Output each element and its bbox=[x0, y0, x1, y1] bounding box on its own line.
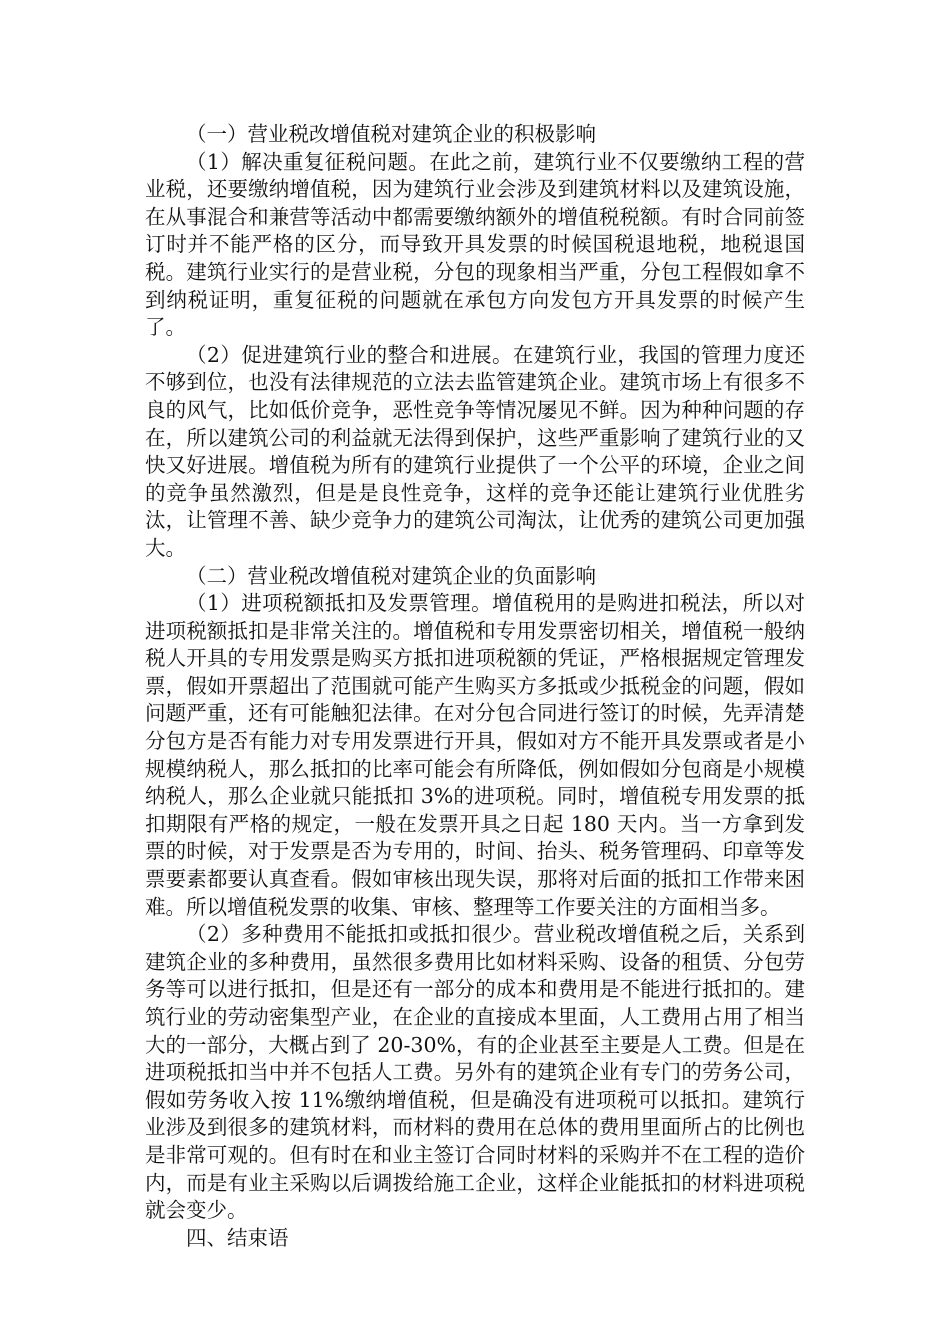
paragraph-double-taxation: （1）解决重复征税问题。在此之前，建筑行业不仅要缴纳工程的营业税，还要缴纳增值税，因为建筑行业会涉及到建筑材料以及建筑设施，在从事混合和兼营等活动中都需要缴纳额外的增值税税额。有时合同前签订时并不能严格的区分，而导致开具发票的时候国税退地税，地税退国税。建筑行业实行的是营业税，分包的现象相当严重，分包工程假如拿不到纳税证明，重复征税的问题就在承包方向发包方开具发票的时候产生了。 bbox=[145, 149, 805, 340]
section-heading-positive-impact: （一）营业税改增值税对建筑企业的积极影响 bbox=[186, 122, 596, 146]
section-heading-conclusion: 四、结束语 bbox=[186, 1225, 289, 1250]
paragraph-non-deductible-costs: （2）多种费用不能抵扣或抵扣很少。营业税改增值税之后，关系到建筑企业的多种费用，虽然很多费用比如材料采购、设备的租赁、分包劳务等可以进行抵扣，但是还有一部分的成本和费用是不能进行抵扣的。建筑行业的劳动密集型产业，在企业的直接成本里面，人工费用占用了相当大的一部分，大概占到了 20-30%，有的企业甚至主要是人工费。但是在进项税抵扣当中并不包括人工费。另外有的建筑企业有专门的劳务公司，假如劳务收入按 11%缴纳增值税，但是确没有进项税可以抵扣。建筑行业涉及到很多的建筑材料，而材料的费用在总体的费用里面所占的比例也是非常可观的。但有时在和业主签订合同时材料的采购并不在工程的造价内，而是有业主采购以后调拨给施工企业，这样企业能抵扣的材料进项税就会变少。 bbox=[145, 922, 805, 1223]
document-page bbox=[145, 121, 805, 1252]
paragraph-industry-integration: （2）促进建筑行业的整合和进展。在建筑行业，我国的管理力度还不够到位，也没有法律规范的立法去监管建筑企业。建筑市场上有很多不良的风气，比如低价竞争，恶性竞争等情况屡见不鲜。因为种种问题的存在，所以建筑公司的利益就无法得到保护，这些严重影响了建筑行业的又快又好进展。增值税为所有的建筑行业提供了一个公平的环境，企业之间的竞争虽然激烈，但是是良性竞争，这样的竞争还能让建筑行业优胜劣汰，让管理不善、缺少竞争力的建筑公司淘汰，让优秀的建筑公司更加强大。 bbox=[145, 342, 805, 560]
paragraph-input-tax-invoice: （1）进项税额抵扣及发票管理。增值税用的是购进扣税法，所以对进项税额抵扣是非常关注的。增值税和专用发票密切相关，增值税一般纳税人开具的专用发票是购买方抵扣进项税额的凭证，严格根据规定管理发票，假如开票超出了范围就可能产生购买方多抵或少抵税金的问题，假如问题严重，还有可能触犯法律。在对分包合同进行签订的时候，先弄清楚分包方是否有能力对专用发票进行开具，假如对方不能开具发票或者是小规模纳税人，那么抵扣的比率可能会有所降低，例如假如分包商是小规模纳税人，那么企业就只能抵扣 3%的进项税。同时，增值税专用发票的抵扣期限有严格的规定，一般在发票开具之日起 180 天内。当一方拿到发票的时候，对于发票是否为专用的，时间、抬头、税务管理码、印章等发票要素都要认真查看。假如审核出现失误，那将对后面的抵扣工作带来困难。所以增值税发票的收集、审核、整理等工作要关注的方面相当多。 bbox=[145, 591, 805, 919]
section-heading-negative-impact: （二）营业税改增值税对建筑企业的负面影响 bbox=[186, 563, 596, 588]
